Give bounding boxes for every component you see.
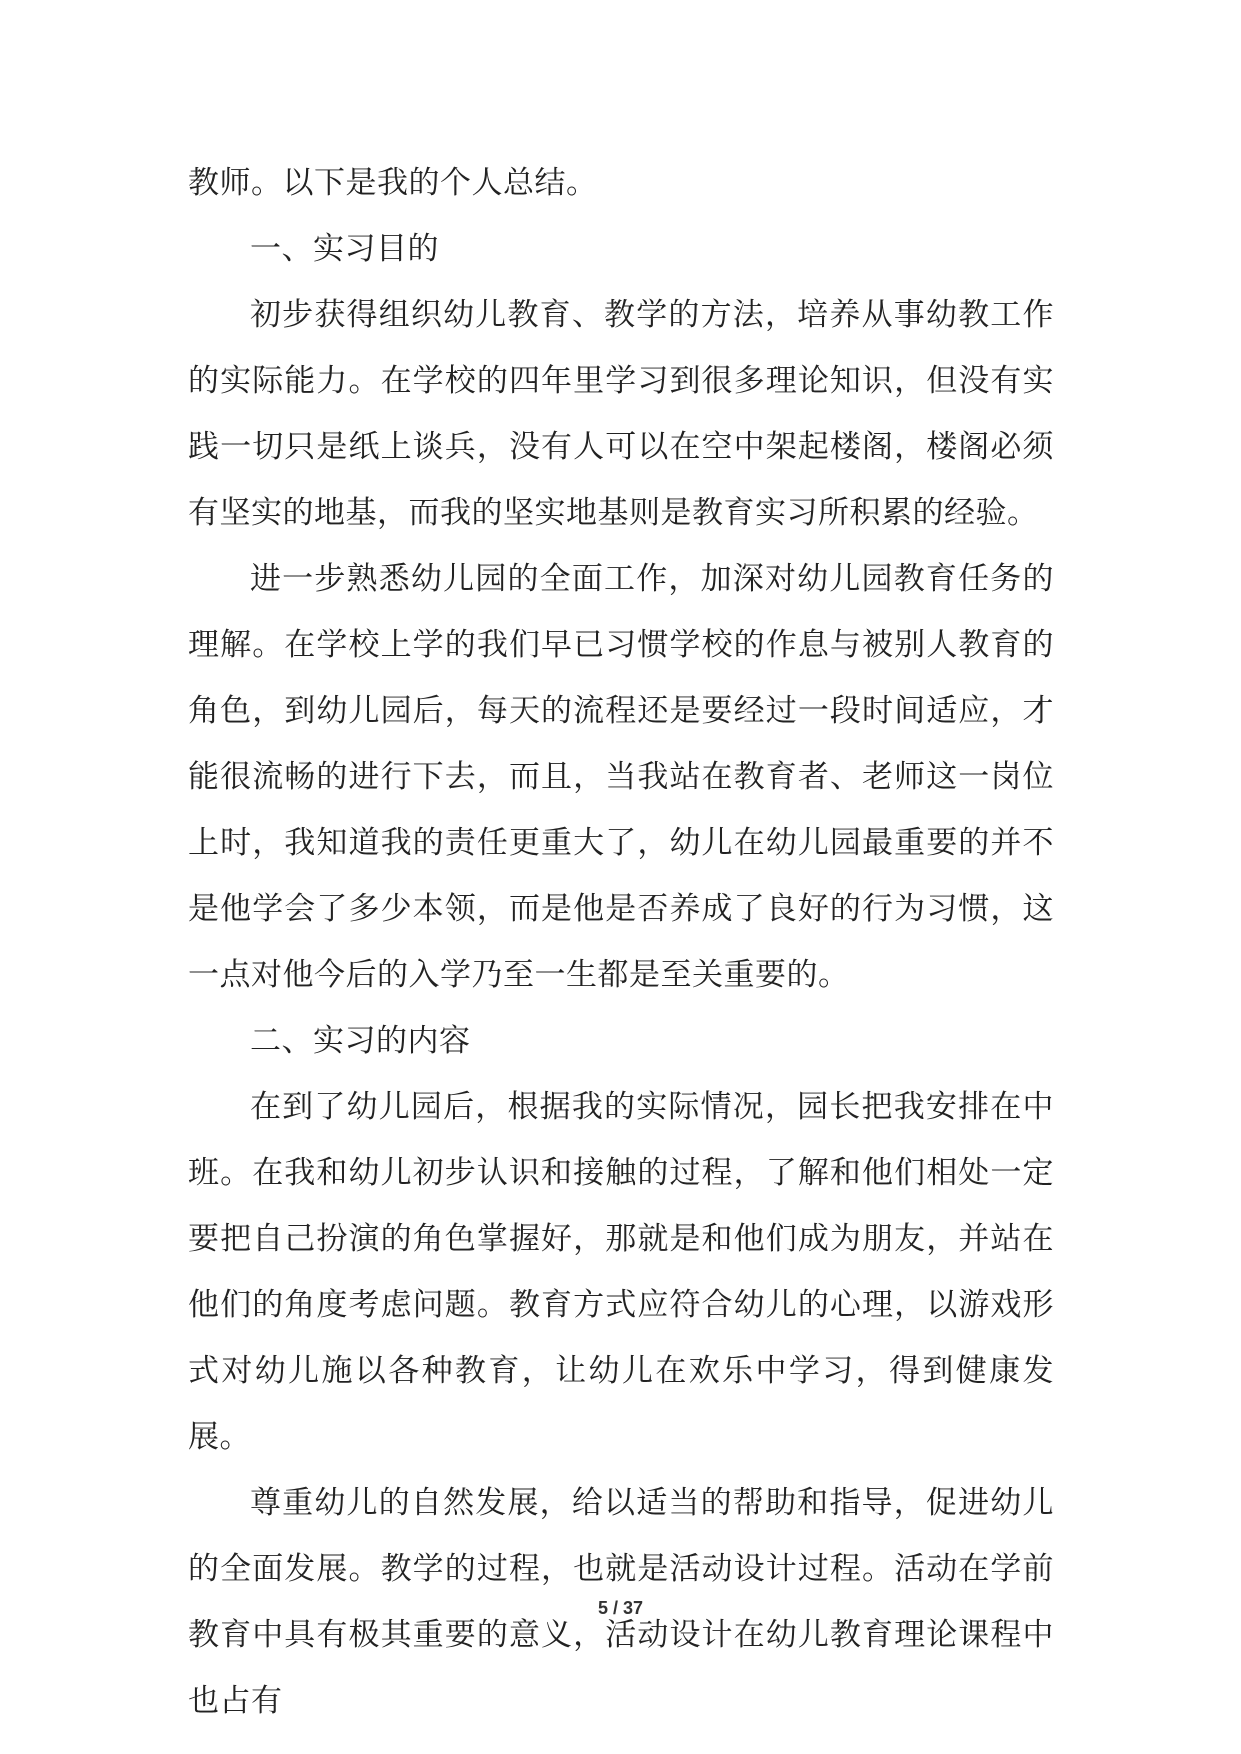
- paragraph-content-2: 尊重幼儿的自然发展，给以适当的帮助和指导，促进幼儿的全面发展。教学的过程，也就是活动设计过程。活动在学前教育中具有极其重要的意义，活动设计在幼儿教育理论课程中也占有: [188, 1485, 1054, 1719]
- paragraph-continuation: 教师。以下是我的个人总结。: [188, 165, 598, 201]
- paragraph-content-1: 在到了幼儿园后，根据我的实际情况，园长把我安排在中班。在我和幼儿初步认识和接触的过程，了解和他们相处一定要把自己扮演的角色掌握好，那就是和他们成为朋友，并站在他们的角度考虑问题。教育方式应符合幼儿的心理，以游戏形式对幼儿施以各种教育，让幼儿在欢乐中学习，得到健康发展。: [188, 1089, 1054, 1455]
- page-number: 5 / 37: [597, 1598, 644, 1618]
- section-heading-content: 二、实习的内容: [250, 1023, 471, 1059]
- section-heading-purpose: 一、实习目的: [250, 231, 439, 267]
- paragraph-purpose-2: 进一步熟悉幼儿园的全面工作，加深对幼儿园教育任务的理解。在学校上学的我们早已习惯学校的作息与被别人教育的角色，到幼儿园后，每天的流程还是要经过一段时间适应，才能很流畅的进行下去，而且，当我站在教育者、老师这一岗位上时，我知道我的责任更重大了，幼儿在幼儿园最重要的并不是他学会了多少本领，而是他是否养成了良好的行为习惯，这一点对他今后的入学乃至一生都是至关重要的。: [188, 561, 1054, 993]
- document-body: [188, 150, 1054, 1734]
- paragraph-purpose-1: 初步获得组织幼儿教育、教学的方法，培养从事幼教工作的实际能力。在学校的四年里学习到很多理论知识，但没有实践一切只是纸上谈兵，没有人可以在空中架起楼阁，楼阁必须有坚实的地基，而我的坚实地基则是教育实习所积累的经验。: [188, 297, 1054, 531]
